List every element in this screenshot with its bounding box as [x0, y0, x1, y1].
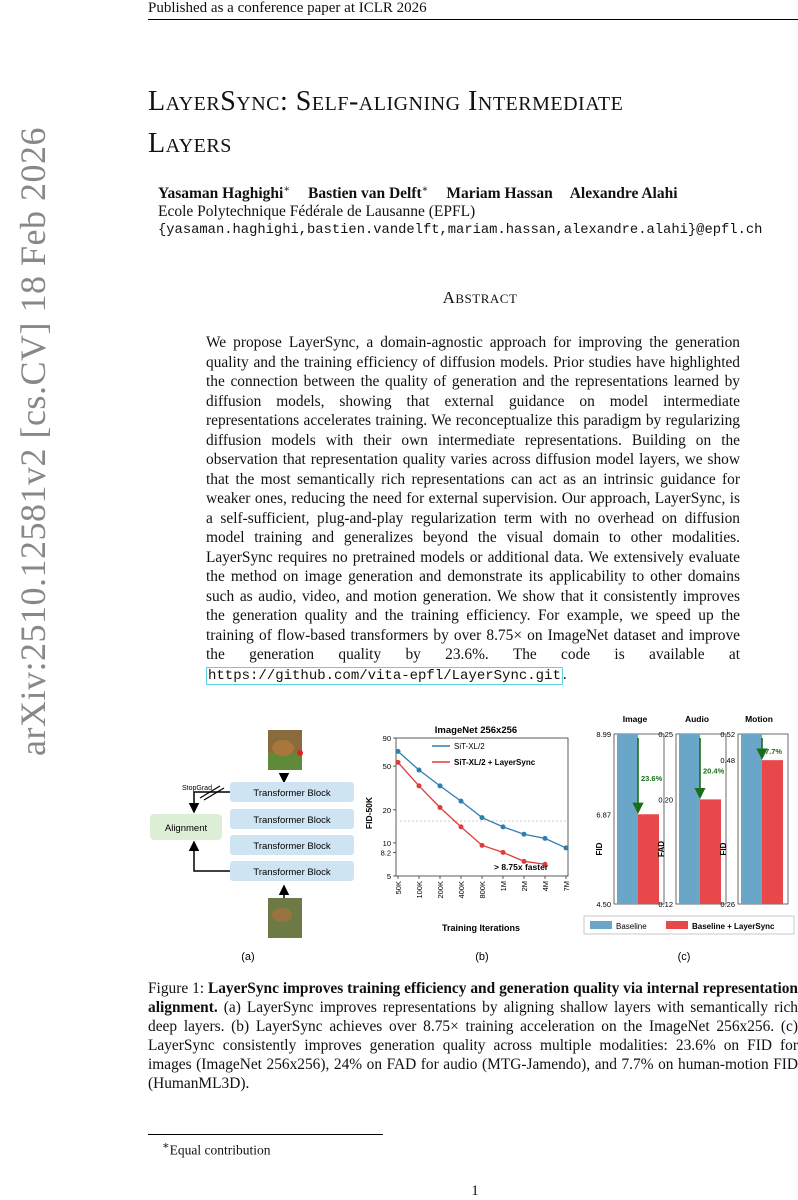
legend-entry: SiT-XL/2: [454, 742, 485, 751]
x-tick-label: 7M: [562, 881, 571, 892]
improvement-label: 20.4%: [703, 766, 725, 776]
author-list: Yasaman Haghighi∗ Bastien van Delft∗ Mariam Hassan Alexandre Alahi: [158, 184, 678, 203]
improvement-label: 7.7%: [765, 747, 783, 757]
x-tick-label: 400K: [457, 881, 466, 899]
data-point: [564, 845, 569, 850]
x-tick-label: 50K: [394, 881, 403, 895]
legend-layersync: Baseline + LayerSync: [692, 922, 775, 931]
y-tick-label: 8.99: [596, 730, 611, 739]
y-tick-label: 0.12: [658, 900, 673, 909]
figure-caption: Figure 1: LayerSync improves training efficiency and generation quality via internal representation alignment. (a) LayerSync improves representations by aligning shallow layers with semantically rich deep layers. (b) LayerSync achieves over 8.75× training acceleration on the ImageNet 256x256. (c) LayerSync consistently improves generation quality across multiple modalities: 23.6% on FID for images (ImageNet 256x256), 24% on FAD for audio (MTG-Jamendo), and 7.7% on human-motion FID (HumanML3D).: [148, 980, 798, 1092]
abstract-heading: ABSTRACT: [442, 288, 518, 307]
layersync-bar: [700, 799, 721, 904]
panel-c-charts: [584, 714, 794, 963]
data-point: [501, 850, 506, 855]
y-tick-label: 0.26: [720, 900, 735, 909]
affiliation: Ecole Polytechnique Fédérale de Lausanne (EPFL): [158, 203, 476, 220]
y-tick-label: 50: [382, 762, 391, 772]
title-line-2: LAYERS: [148, 128, 232, 159]
author-name: Mariam Hassan: [446, 185, 553, 203]
improvement-label: 23.6%: [641, 774, 663, 784]
x-axis-label: Training Iterations: [441, 923, 521, 933]
x-tick-label: 1M: [499, 881, 508, 892]
speedup-annotation: > 8.75x faster: [494, 862, 549, 872]
baseline-bar: [679, 734, 700, 904]
code-link[interactable]: https://github.com/vita-epfl/LayerSync.git: [208, 667, 561, 684]
x-tick-label: 800K: [478, 881, 487, 899]
y-tick-label: 6.87: [596, 810, 611, 820]
block-label: Transformer Block: [253, 788, 331, 799]
legend-baseline: Baseline: [616, 922, 647, 931]
baseline-bar: [617, 734, 638, 904]
panel-a-label: (a): [241, 951, 255, 963]
chart-title: ImageNet 256x256: [434, 725, 518, 736]
data-point: [480, 843, 485, 848]
data-point: [480, 815, 485, 820]
data-point: [438, 805, 443, 810]
y-tick-label: 4.50: [596, 900, 611, 909]
data-point: [417, 768, 422, 773]
data-point: [543, 836, 548, 841]
series-line-1: [398, 762, 545, 864]
x-tick-label: 2M: [520, 881, 529, 892]
layersync-bar: [638, 814, 659, 904]
panel-title: Image: [622, 714, 648, 724]
running-header: Published as a conference paper at ICLR 2026: [148, 0, 427, 16]
page-number: 1: [471, 1183, 479, 1199]
y-tick-label: 10: [382, 838, 391, 848]
y-tick-label: 8.2: [380, 848, 391, 858]
panel-a-diagram: [150, 730, 354, 963]
data-point: [501, 824, 506, 829]
x-tick-label: 4M: [541, 881, 550, 892]
y-axis-label: FID-50K: [364, 796, 374, 830]
panel-title: Motion: [745, 714, 773, 724]
panel-b-label: (b): [475, 951, 489, 963]
data-point: [459, 824, 464, 829]
stopgrad-label: StopGrad: [182, 785, 212, 792]
abstract-body: We propose LayerSync, a domain-agnostic approach for improving the generation quality and the training efficiency of diffusion models. Prior studies have highlighted the connection between the quality of generation and the representations learned by diffusion models, showing that external guidance on model intermediate representations accelerates training. We reconceptualize this paradigm by regularizing diffusion models with their own intermediate representations. Building on the observation that representation quality varies across diffusion model layers, we show that the most semantically rich representations can act as an intrinsic guidance for weaker ones, reducing the need for external supervision. Our approach, LayerSync, is a self-sufficient, plug-and-play regularization term with no overhead on diffusion model training and generalizes beyond the visual domain to other modalities. LayerSync requires no pretrained models or additional data. We extensively evaluate the method on image generation and demonstrate its applicability to other domains such as audio, video, and motion generation. We show that it consistently improves the generation quality and the training efficiency. For example, we speed up the training of flow-based transformers by over 8.75× on ImageNet dataset and improve the generation quality by 23.6%. The code is available at https://github.com/vita-epfl/LayerSync.git .: [206, 334, 740, 684]
y-axis-label: FID: [595, 842, 604, 856]
y-tick-label: 0.25: [658, 730, 673, 739]
data-point: [396, 749, 401, 754]
data-point: [522, 832, 527, 837]
panel-c-label: (c): [677, 951, 691, 963]
figure-1: [146, 708, 798, 968]
y-tick-label: 0.48: [720, 756, 735, 766]
author-name: Alexandre Alahi: [569, 185, 678, 203]
author-name: Yasaman Haghighi: [158, 185, 284, 203]
y-axis-label: FID: [719, 842, 728, 856]
paper-title: [148, 82, 748, 166]
footnote-rule: [148, 1134, 383, 1135]
y-tick-label: 5: [386, 872, 391, 881]
block-label: Transformer Block: [253, 841, 331, 852]
data-point: [396, 760, 401, 765]
block-label: Transformer Block: [253, 867, 331, 878]
data-point: [459, 799, 464, 804]
x-tick-label: 200K: [436, 881, 445, 899]
alignment-label: Alignment: [164, 823, 208, 834]
y-axis-ticks: [381, 734, 396, 881]
x-axis-ticks: [394, 876, 571, 899]
y-axis-label: FAD: [657, 841, 666, 857]
author-name: Bastien van Delft: [308, 185, 422, 203]
data-point: [417, 783, 422, 788]
y-tick-label: 0.20: [658, 795, 673, 805]
x-tick-label: 100K: [415, 881, 424, 899]
baseline-bar: [741, 734, 762, 904]
layersync-bar: [762, 760, 783, 904]
title-line-1: LAYERSYNC: SELF-ALIGNING INTERMEDIATE: [148, 86, 624, 117]
data-point: [438, 783, 443, 788]
legend-entry: SiT-XL/2 + LayerSync: [454, 758, 536, 767]
arxiv-side-stamp: arXiv:2510.12581v2 [cs.CV] 18 Feb 2026: [13, 127, 53, 756]
panel-title: Audio: [684, 714, 710, 724]
y-tick-label: 20: [382, 805, 391, 815]
block-label: Transformer Block: [253, 815, 331, 826]
header-rule: [148, 19, 798, 20]
y-tick-label: 0.52: [720, 730, 735, 739]
author-emails[interactable]: {yasaman.haghighi,bastien.vandelft,mariam.hassan,alexandre.alahi}@epfl.ch: [158, 223, 763, 238]
y-tick-label: 90: [382, 734, 391, 743]
footnote: ∗Equal contribution: [162, 1140, 271, 1158]
panel-b-chart: [364, 725, 571, 963]
